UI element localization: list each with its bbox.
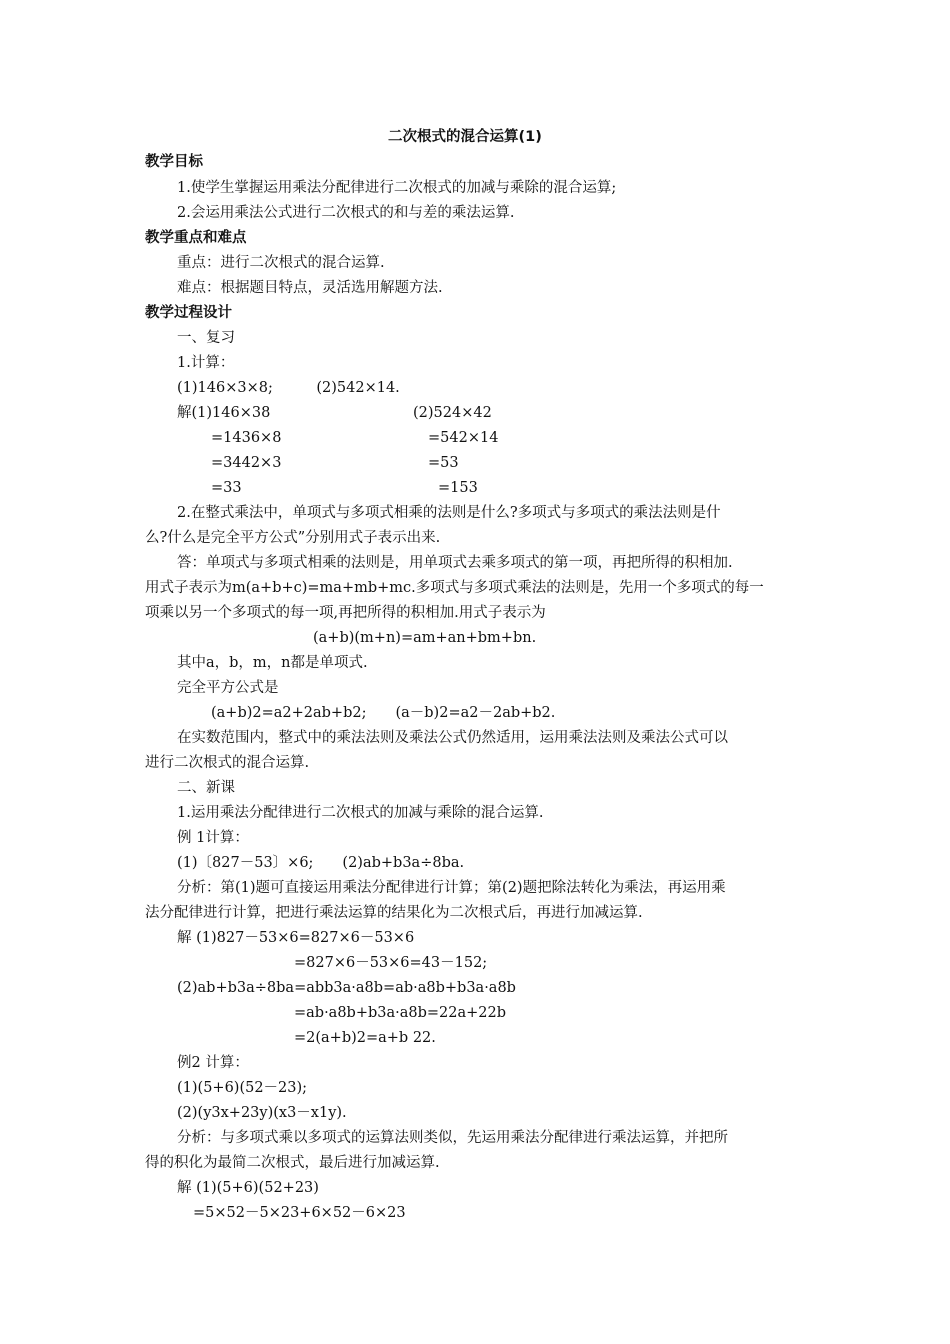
solution-left-step: =1436×8	[211, 430, 282, 446]
question-text: 2.在整式乘法中，单项式与多项式相乘的法则是什么?多项式与多项式的乘法法则是什	[177, 505, 721, 521]
solution-step: =827×6－53×6=43－152;	[294, 955, 488, 971]
example-problem: (1)(5+6)(52－23);	[177, 1080, 308, 1096]
answer-text: 其中a，b，m，n都是单项式.	[177, 655, 368, 671]
key-point-text: 重点：进行二次根式的混合运算.	[177, 255, 385, 271]
section-heading-focus: 教学重点和难点	[145, 230, 247, 246]
answer-text: 项乘以另一个多项式的每一项,再把所得的积相加.用式子表示为	[145, 605, 546, 621]
solution-step: 解 (1)827－53×6=827×6－53×6	[177, 930, 415, 946]
answer-text: 答：单项式与多项式相乘的法则是，用单项式去乘多项式的第一项，再把所得的积相加.	[177, 555, 733, 571]
solution-step: 解 (1)(5+6)(52+23)	[177, 1180, 319, 1196]
body-text: 在实数范围内，整式中的乘法法则及乘法公式仍然适用，运用乘法法则及乘法公式可以	[177, 730, 728, 746]
example-problems: (1)〔827－53〕×6; (2)ab+b3a÷8ba.	[177, 855, 465, 871]
solution-left-step: =33	[211, 480, 242, 496]
topic-text: 1.运用乘法分配律进行二次根式的加减与乘除的混合运算.	[177, 805, 544, 821]
analysis-text: 分析：与多项式乘以多项式的运算法则类似，先运用乘法分配律进行乘法运算，并把所	[177, 1130, 728, 1146]
example-label: 例2 计算：	[177, 1055, 249, 1071]
solution-step: =ab·a8b+b3a·a8b=22a+22b	[294, 1005, 507, 1021]
goal-item: 2.会运用乘法公式进行二次根式的和与差的乘法运算.	[177, 205, 515, 221]
example-problem: (2)(y3x+23y)(x3－x1y).	[177, 1105, 347, 1121]
page-title: 二次根式的混合运算(1)	[388, 129, 542, 145]
example-label: 例 1计算：	[177, 830, 249, 846]
subsection-title-review: 一、复习	[177, 330, 235, 346]
body-text: 进行二次根式的混合运算.	[145, 755, 310, 771]
formula-line: (a+b)(m+n)=am+an+bm+bn.	[313, 630, 537, 646]
goal-item: 1.使学生掌握运用乘法分配律进行二次根式的加减与乘除的混合运算;	[177, 180, 617, 196]
solution-right-step: (2)524×42	[413, 405, 492, 421]
solution-right-step: =53	[428, 455, 459, 471]
solution-left-step: =3442×3	[211, 455, 282, 471]
question-label: 1.计算：	[177, 355, 235, 371]
answer-text: 完全平方公式是	[177, 680, 279, 696]
solution-right-step: =153	[438, 480, 478, 496]
solution-step: =2(a+b)2=a+b 22.	[294, 1030, 436, 1046]
formula-line: (a+b)2=a2+2ab+b2; (a－b)2=a2－2ab+b2.	[211, 705, 556, 721]
analysis-text: 得的积化为最简二次根式，最后进行加减运算.	[145, 1155, 440, 1171]
difficulty-text: 难点：根据题目特点，灵活选用解题方法.	[177, 280, 443, 296]
solution-step: (2)ab+b3a÷8ba=abb3a·a8b=ab·a8b+b3a·a8b	[177, 980, 516, 996]
analysis-text: 分析：第(1)题可直接运用乘法分配律进行计算；第(2)题把除法转化为乘法，再运用乘	[177, 880, 726, 896]
solution-right-step: =542×14	[428, 430, 499, 446]
question-text: 么?什么是完全平方公式”分别用式子表示出来.	[145, 530, 441, 546]
section-heading-process: 教学过程设计	[145, 305, 232, 321]
solution-step: =5×52－5×23+6×52－6×23	[193, 1205, 406, 1221]
section-heading-goals: 教学目标	[145, 154, 203, 170]
question-problems: (1)146×3×8; (2)542×14.	[177, 380, 400, 396]
subsection-title-new-lesson: 二、新课	[177, 780, 235, 796]
analysis-text: 法分配律进行计算，把进行乘法运算的结果化为二次根式后，再进行加减运算.	[145, 905, 643, 921]
solution-left-step: 解(1)146×38	[177, 405, 271, 421]
answer-text: 用式子表示为m(a+b+c)=ma+mb+mc.多项式与多项式乘法的法则是，先用一个多项式的每一	[145, 580, 764, 596]
